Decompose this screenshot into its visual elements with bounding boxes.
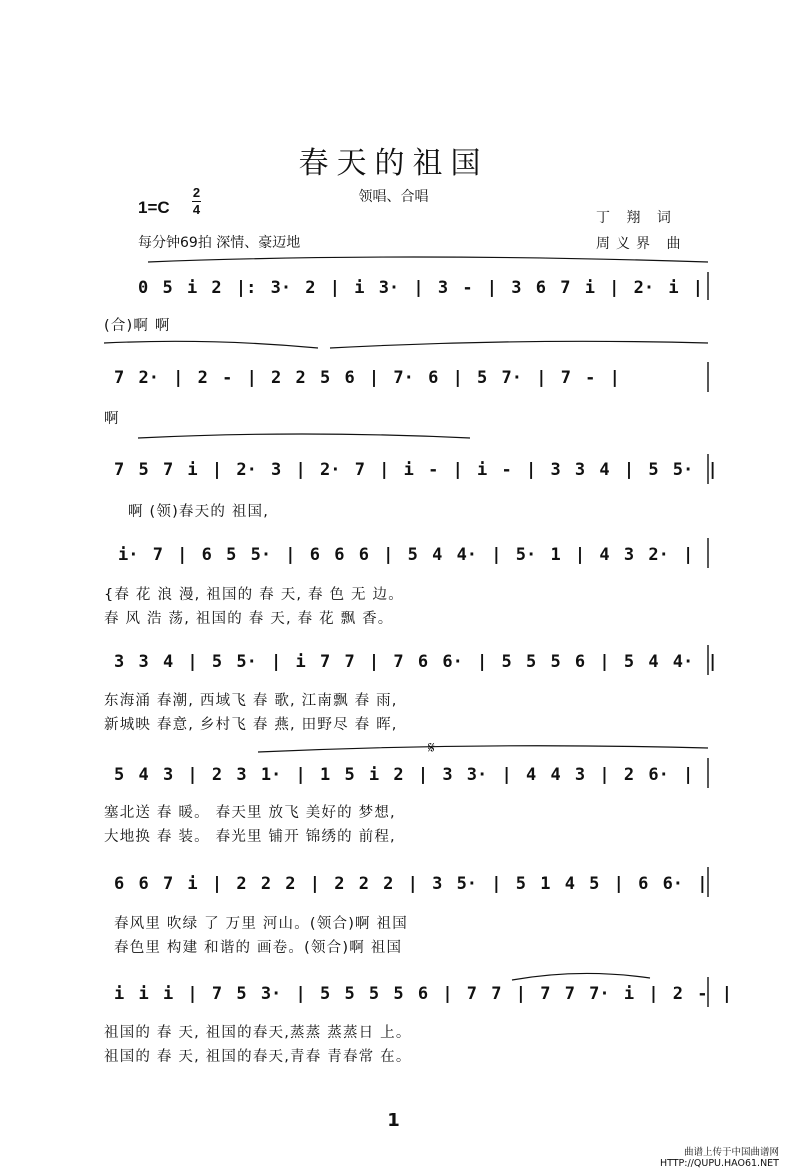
page-number: 1 [387, 1110, 400, 1131]
lyric-row-4-line-2: 春 风 浩 荡, 祖国的 春 天, 春 花 飘 香。 [104, 611, 394, 627]
performance-note: 领唱、合唱 [358, 189, 429, 205]
lyric-row-5-line-1: 东海涌 春潮, 西域飞 春 歌, 江南飘 春 雨, [104, 693, 398, 709]
slur-row-2-b [330, 341, 708, 348]
lyric-row-6-line-2: 大地换 春 装。 春光里 铺开 锦绣的 前程, [104, 829, 396, 845]
time-signature-bottom: 4 [192, 202, 201, 217]
time-signature-top: 2 [192, 185, 201, 200]
watermark-line-2: HTTP://QUPU.HAO61.NET [659, 1158, 779, 1169]
lyric-row-7-line-2: 春色里 构建 和谐的 画卷。(领合)啊 祖国 [114, 940, 403, 956]
lyric-row-3-line-1: 啊 (领)春天的 祖国, [128, 504, 270, 520]
watermark-line-1: 曲谱上传于中国曲谱网 [683, 1147, 779, 1158]
notation-row-5: 3 3 4 | 5 5· | i 7 7 | 7 6 6· | 5 5 5 6 | 5 4 4· | [114, 652, 718, 672]
lyric-row-8-line-2: 祖国的 春 天, 祖国的春天,青春 青春常 在。 [104, 1049, 412, 1065]
notation-row-4: i· 7 | 6 5 5· | 6 6 6 | 5 4 4· | 5· 1 | 4 3 2· | [118, 545, 694, 565]
slur-row-1 [148, 257, 708, 262]
slur-row-3 [138, 434, 470, 438]
notation-row-7: 6 6 7 i | 2 2 2 | 2 2 2 | 3 5· | 5 1 4 5 | 6 6· | [114, 874, 708, 894]
notation-row-3: 7 5 7 i | 2· 3 | 2· 7 | i - | i - | 3 3 4 | 5 5· | [114, 460, 718, 480]
lyricist-credit: 丁 翔 词 [596, 210, 677, 226]
segno-sign: 𝄋 [428, 738, 435, 757]
tempo-marking: 每分钟69拍 深情、豪迈地 [138, 235, 301, 251]
lyric-row-4-line-1: {春 花 浪 漫, 祖国的 春 天, 春 色 无 边。 [104, 587, 404, 603]
lyric-row-5-line-2: 新城映 春意, 乡村飞 春 燕, 田野尽 春 晖, [104, 717, 398, 733]
composer-credit: 周义界 曲 [596, 236, 687, 252]
lyric-row-2-line-1: 啊 [104, 411, 120, 427]
slur-row-6 [258, 746, 708, 752]
slur-row-2-a [104, 341, 318, 348]
notation-row-2: 7 2· | 2 - | 2 2 5 6 | 7· 6 | 5 7· | 7 - | [114, 368, 620, 388]
lyric-row-8-line-1: 祖国的 春 天, 祖国的春天,蒸蒸 蒸蒸日 上。 [104, 1025, 412, 1041]
lyric-row-7-line-1: 春风里 吹绿 了 万里 河山。(领合)啊 祖国 [114, 916, 408, 932]
notation-row-6: 5 4 3 | 2 3 1· | 1 5 i 2 | 3 3· | 4 4 3 | 2 6· | [114, 765, 694, 785]
notation-row-1: 0 5 i 2 |: 3· 2 | i 3· | 3 - | 3 6 7 i | 2· i | [138, 278, 704, 298]
lyric-row-1-line-1: (合)啊 啊 [104, 318, 171, 334]
notation-row-8: i i i | 7 5 3· | 5 5 5 5 6 | 7 7 | 7 7 7· i | 2 - | [114, 984, 732, 1004]
song-title: 春天的祖国 [298, 146, 489, 181]
lyric-row-6-line-1: 塞北送 春 暖。 春天里 放飞 美好的 梦想, [104, 805, 396, 821]
key-signature: 1=C [138, 198, 170, 217]
slur-row-8 [512, 973, 650, 980]
